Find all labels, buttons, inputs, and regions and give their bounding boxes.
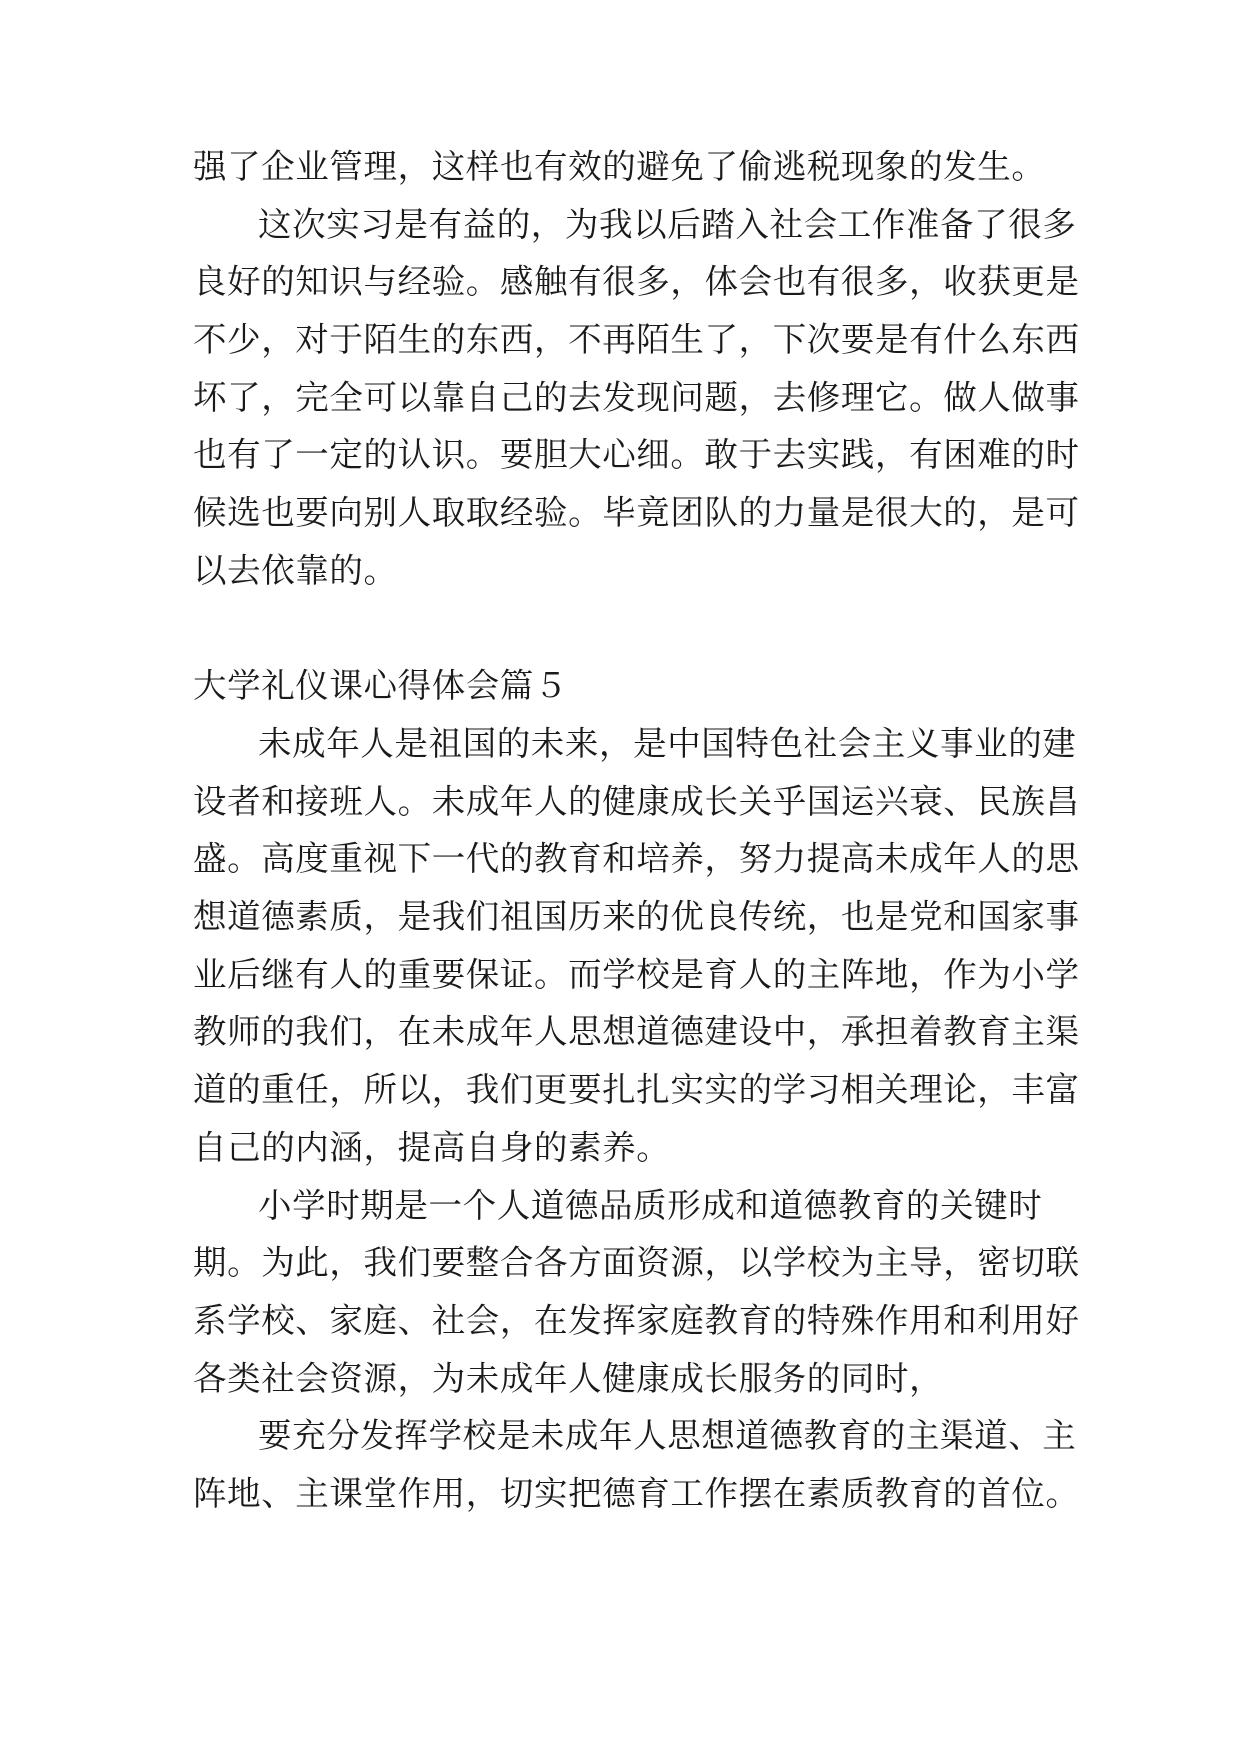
text-line: 未成年人是祖国的未来，是中国特色社会主义事业的建 <box>258 724 1077 763</box>
text-line: 良好的知识与经验。感触有很多，体会也有很多，收获更是 <box>193 262 1080 301</box>
text-line: 各类社会资源，为未成年人健康成长服务的同时， <box>193 1359 944 1398</box>
text-line: 教师的我们，在未成年人思想道德建设中，承担着教育主渠 <box>193 1012 1080 1051</box>
text-line: 强了企业管理，这样也有效的避免了偷逃税现象的发生。 <box>193 147 1046 186</box>
text-line: 业后继有人的重要保证。而学校是育人的主阵地，作为小学 <box>193 955 1080 994</box>
text-line: 期。为此，我们要整合各方面资源，以学校为主导，密切联 <box>193 1243 1080 1282</box>
text-line: 设者和接班人。未成年人的健康成长关乎国运兴衰、民族昌 <box>193 782 1080 821</box>
text-line: 盛。高度重视下一代的教育和培养，努力提高未成年人的思 <box>193 839 1080 878</box>
text-line: 要充分发挥学校是未成年人思想道德教育的主渠道、主 <box>258 1416 1077 1455</box>
text-line: 这次实习是有益的，为我以后踏入社会工作准备了很多 <box>258 205 1077 244</box>
text-line: 坏了，完全可以靠自己的去发现问题，去修理它。做人做事 <box>193 378 1080 417</box>
text-line: 小学时期是一个人道德品质形成和道德教育的关键时 <box>258 1186 1043 1225</box>
text-line: 不少，对于陌生的东西，不再陌生了，下次要是有什么东西 <box>193 320 1080 359</box>
text-line: 系学校、家庭、社会，在发挥家庭教育的特殊作用和利用好 <box>193 1301 1080 1340</box>
section-heading: 大学礼仪课心得体会篇５ <box>193 666 569 705</box>
text-line: 阵地、主课堂作用，切实把德育工作摆在素质教育的首位。 <box>193 1474 1080 1513</box>
text-line: 候选也要向别人取取经验。毕竟团队的力量是很大的，是可 <box>193 493 1080 532</box>
text-line: 也有了一定的认识。要胆大心细。敢于去实践，有困难的时 <box>193 435 1080 474</box>
text-line: 想道德素质，是我们祖国历来的优良传统，也是党和国家事 <box>193 897 1080 936</box>
text-line: 自己的内涵，提高自身的素养。 <box>193 1128 671 1167</box>
text-line: 道的重任，所以，我们更要扎扎实实的学习相关理论，丰富 <box>193 1070 1080 1109</box>
text-line: 以去依靠的。 <box>193 551 398 590</box>
